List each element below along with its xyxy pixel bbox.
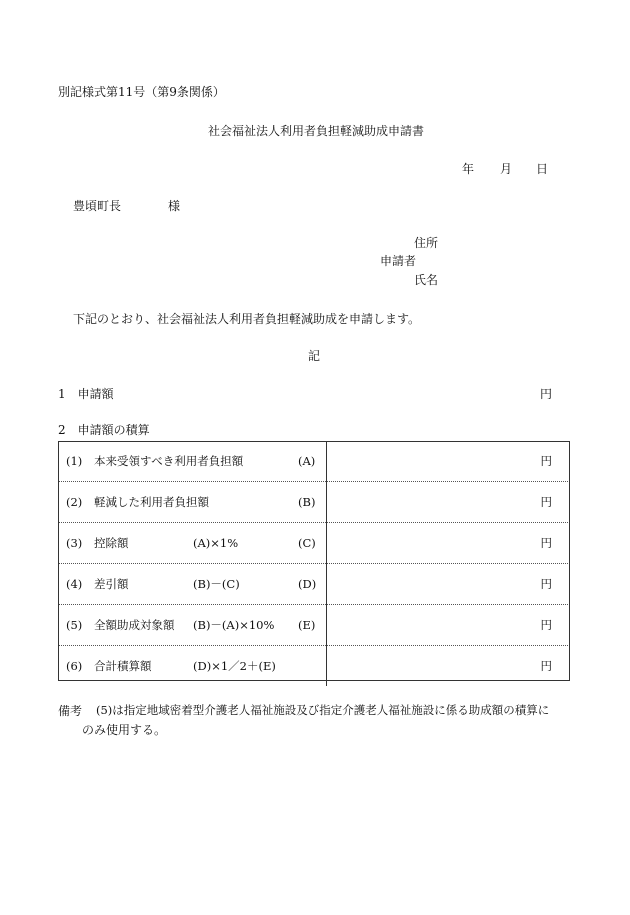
row-label: 差引額 — [94, 577, 129, 591]
row-number: (5) — [66, 618, 83, 632]
row-number: (4) — [66, 577, 83, 591]
table-row — [58, 605, 570, 646]
row-code: (D) — [298, 577, 317, 591]
document-title: 社会福祉法人利用者負担軽減助成申請書 — [208, 124, 425, 138]
table-row — [58, 441, 570, 482]
row-number: (6) — [66, 659, 83, 673]
section-2-label: 2 申請額の積算 — [58, 423, 150, 437]
row-label: 軽減した利用者負担額 — [94, 495, 209, 509]
form-reference: 別記様式第11号（第9条関係） — [58, 85, 225, 99]
row-label-cell — [58, 564, 326, 605]
applicant-label: 申請者 — [380, 254, 417, 268]
row-amount-cell[interactable] — [326, 605, 570, 646]
row-code: (E) — [298, 618, 316, 632]
addressee-honorific: 様 — [168, 199, 181, 213]
row-formula: (B)－(C) — [193, 577, 240, 591]
row-unit: 円 — [540, 495, 552, 509]
row-label: 合計積算額 — [94, 659, 152, 673]
row-unit: 円 — [540, 577, 552, 591]
row-label: 控除額 — [94, 536, 129, 550]
name-label: 氏名 — [414, 273, 439, 287]
address-label: 住所 — [414, 236, 439, 250]
intro-text: 下記のとおり、社会福祉法人利用者負担軽減助成を申請します。 — [73, 312, 421, 326]
date-year: 年 — [462, 162, 475, 176]
addressee-name: 豊頃町長 — [73, 199, 122, 213]
row-code: (B) — [298, 495, 316, 509]
row-unit: 円 — [540, 618, 552, 632]
calculation-table — [58, 441, 570, 686]
table-row — [58, 646, 570, 687]
date-month: 月 — [500, 162, 513, 176]
row-formula: (B)－(A)×10% — [193, 618, 275, 632]
date-day: 日 — [536, 162, 549, 176]
section-1-unit: 円 — [540, 387, 553, 401]
row-amount-cell[interactable] — [326, 646, 570, 687]
row-label-cell — [58, 646, 326, 687]
table-row — [58, 482, 570, 523]
row-label-cell — [58, 441, 326, 482]
row-amount-cell[interactable] — [326, 441, 570, 482]
row-unit: 円 — [540, 659, 552, 673]
row-code: (C) — [298, 536, 316, 550]
row-label-cell — [58, 605, 326, 646]
row-code: (A) — [298, 454, 316, 468]
row-amount-cell[interactable] — [326, 482, 570, 523]
row-label: 全額助成対象額 — [94, 618, 175, 632]
row-number: (2) — [66, 495, 83, 509]
note-line-1: (5)は指定地域密着型介護老人福祉施設及び指定介護老人福祉施設に係る助成額の積算に — [96, 703, 550, 717]
row-unit: 円 — [540, 454, 552, 468]
row-formula: (A)×1% — [193, 536, 239, 550]
table-row — [58, 523, 570, 564]
row-amount-cell[interactable] — [326, 564, 570, 605]
note-line-2: のみ使用する。 — [82, 723, 167, 737]
ki-heading: 記 — [308, 349, 321, 363]
table-row — [58, 564, 570, 605]
row-label: 本来受領すべき利用者負担額 — [94, 454, 244, 468]
section-1-label: 1 申請額 — [58, 387, 114, 401]
row-number: (3) — [66, 536, 83, 550]
row-number: (1) — [66, 454, 83, 468]
note-label: 備考 — [58, 704, 83, 718]
row-label-cell — [58, 523, 326, 564]
row-amount-cell[interactable] — [326, 523, 570, 564]
row-formula: (D)×1／2＋(E) — [193, 659, 276, 673]
row-label-cell — [58, 482, 326, 523]
row-unit: 円 — [540, 536, 552, 550]
